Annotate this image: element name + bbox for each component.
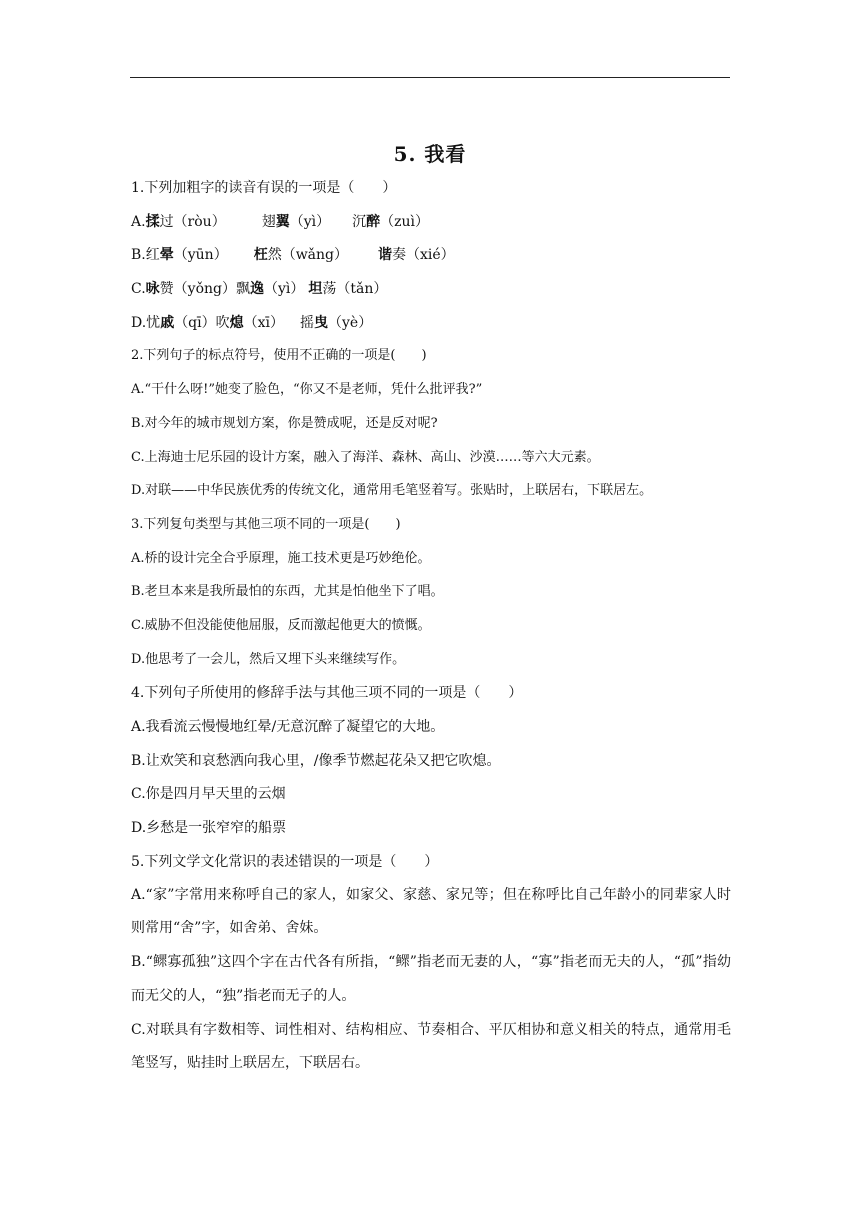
question-list: [131, 178, 731, 1088]
answer-option: [131, 212, 731, 232]
answer-option: B.“鳏寡孤独”这四个字在古代各有所指，“鳏”指老而无妻的人，“寡”指老而无夫的人，“孤”指幼而无父的人，“独”指老而无子的人。: [131, 954, 731, 1004]
question-stem: 4.下列句子所使用的修辞手法与其他三项不同的一项是（ ）: [131, 685, 523, 702]
option-text: C.: [131, 281, 146, 298]
header-rule: [130, 77, 730, 78]
answer-option: D.他思考了一会儿，然后又埋下头来继续写作。: [131, 651, 406, 667]
option-text: （yè）: [328, 314, 373, 331]
bold-character: 熄: [229, 314, 244, 331]
option-text: 赞（yǒng）飘: [159, 281, 250, 298]
option-text: 奏（xié）: [392, 247, 455, 264]
option-text: （qī）吹: [174, 314, 230, 331]
answer-option: [131, 279, 731, 299]
answer-option: C.对联具有字数相等、词性相对、结构相应、节奏相合、平仄相协和意义相关的特点，通常用毛笔竖写，贴挂时上联居左，下联居右。: [131, 1021, 731, 1072]
answer-option: B.让欢笑和哀愁洒向我心里，/像季节燃起花朵又把它吹熄。: [131, 752, 501, 769]
option-text: （yì）: [289, 213, 331, 230]
bold-character: 枉: [253, 247, 268, 264]
option-text: 摇: [300, 314, 315, 331]
option-text: （yì）: [264, 281, 305, 298]
answer-option: B.对今年的城市规划方案，你是赞成呢，还是反对呢?: [131, 415, 438, 431]
answer-option: [131, 313, 731, 333]
answer-option: D.乡愁是一张窄窄的船票: [131, 820, 287, 837]
question-stem: 3.下列复句类型与其他三项不同的一项是( ): [131, 516, 401, 532]
bold-character: 曳: [314, 314, 329, 331]
bold-character: 戚: [160, 314, 175, 331]
answer-option: C.上海迪士尼乐园的设计方案，融入了海洋、森林、高山、沙漠……等六大元素。: [131, 449, 600, 465]
bold-character: 逸: [250, 281, 264, 298]
option-text: （xī）: [243, 314, 285, 331]
bold-character: 谐: [378, 247, 393, 264]
bold-character: 咏: [145, 281, 160, 298]
bold-character: 揉: [145, 213, 160, 230]
answer-option: C.威胁不但没能使他屈服，反而激起他更大的愤慨。: [131, 617, 431, 633]
question-stem: 1.下列加粗字的读音有误的一项是（ ）: [131, 180, 397, 196]
page-title: 5. 我看: [393, 142, 467, 166]
bold-character: 翼: [275, 213, 290, 230]
option-text: 过（ròu）: [159, 213, 226, 230]
option-text: 荡（tǎn）: [322, 281, 388, 298]
option-text: （yūn）: [173, 247, 228, 264]
answer-option: B.老旦本来是我所最怕的东西，尤其是怕他坐下了唱。: [131, 584, 444, 600]
question-stem: 2.下列句子的标点符号，使用不正确的一项是( ): [131, 348, 427, 364]
option-text: 然（wǎng）: [267, 247, 349, 264]
option-text: B.红: [131, 247, 160, 264]
answer-option: [131, 245, 731, 265]
option-text: D.忧: [131, 314, 161, 331]
answer-option: A.我看流云慢慢地红晕/无意沉醉了凝望它的大地。: [131, 719, 445, 735]
option-text: A.: [131, 213, 146, 230]
answer-option: A.“干什么呀!”她变了脸色，“你又不是老师，凭什么批评我?”: [131, 382, 483, 398]
answer-option: A.桥的设计完全合乎原理，施工技术更是巧妙绝伦。: [131, 550, 431, 566]
answer-option: D.对联——中华民族优秀的传统文化，通常用毛笔竖着写。张贴时，上联居右，下联居左。: [131, 483, 653, 499]
option-text: 翅: [261, 213, 276, 230]
option-text: 沉: [352, 213, 367, 230]
bold-character: 晕: [159, 247, 174, 264]
option-text: （zuì）: [380, 213, 429, 230]
question-stem: 5.下列文学文化常识的表述错误的一项是（ ）: [131, 853, 439, 870]
answer-option: A.“家”字常用来称呼自己的家人，如家父、家慈、家兄等；但在称呼比自己年龄小的同辈家人时则常用“舍”字，如舍弟、舍妹。: [131, 886, 731, 937]
answer-option: C.你是四月早天里的云烟: [131, 786, 286, 803]
bold-character: 醉: [366, 213, 381, 230]
bold-character: 坦: [308, 281, 323, 298]
